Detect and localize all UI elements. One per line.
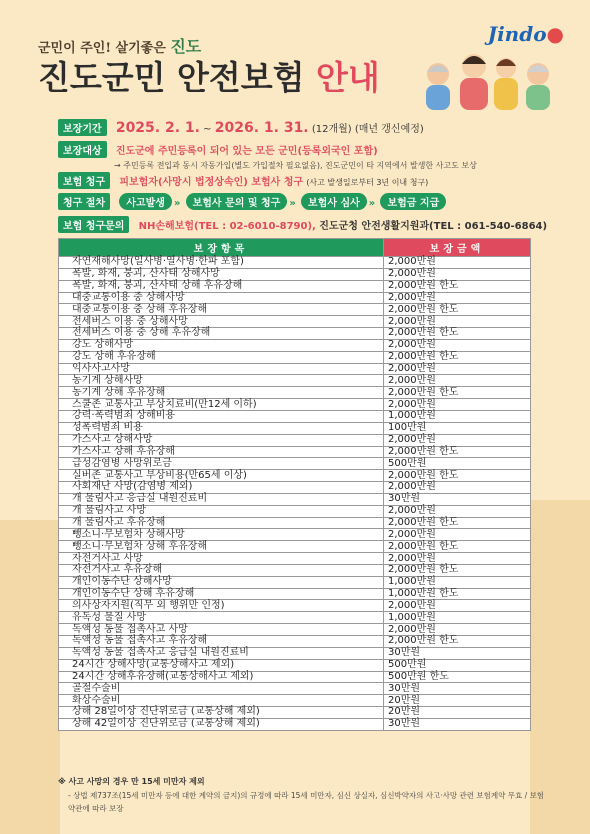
coverage-amount: 2,000만원 한도 <box>384 564 531 576</box>
coverage-amount: 2,000만원 <box>384 434 531 446</box>
coverage-amount: 1,000만원 <box>384 576 531 588</box>
coverage-amount: 2,000만원 한도 <box>384 351 531 363</box>
coverage-amount: 30만원 <box>384 683 531 695</box>
coverage-amount: 2,000만원 <box>384 399 531 411</box>
table-row <box>59 718 531 730</box>
building-shape <box>530 500 590 834</box>
coverage-item: 농기계 상해 후유장해 <box>59 387 384 399</box>
table-row <box>59 316 531 328</box>
table-row <box>59 470 531 482</box>
contact-row: 보험 청구문의 NH손해보험(TEL : 02-6010-8790), 진도군청 안전생활지원과(TEL : 061-540-6864) <box>58 216 558 233</box>
coverage-amount: 2,000만원 <box>384 316 531 328</box>
table-row <box>59 588 531 600</box>
step-2: 보험사 문의 및 청구 <box>186 193 288 210</box>
table-row <box>59 624 531 636</box>
table-row <box>59 351 531 363</box>
coverage-amount: 1,000만원 <box>384 410 531 422</box>
table-row <box>59 482 531 494</box>
coverage-item: 사회재난 사망(감염병 제외) <box>59 482 384 494</box>
coverage-item: 강력·폭력범죄 상해비용 <box>59 410 384 422</box>
coverage-amount: 2,000만원 <box>384 339 531 351</box>
period-row: 보장기간 2025. 2. 1. ~ 2026. 1. 31. (12개월) (매년 갱신예정) <box>58 119 558 136</box>
coverage-item: 전세버스 이용 중 상해사망 <box>59 316 384 328</box>
claim-label: 보험 청구 <box>58 172 110 189</box>
coverage-item: 의사상자지원(직무 외 행위만 인정) <box>59 600 384 612</box>
table-row <box>59 576 531 588</box>
target-label: 보장대상 <box>58 141 107 158</box>
page-title: 진도군민 안전보험 안내 <box>38 58 380 97</box>
coverage-amount: 2,000만원 한도 <box>384 446 531 458</box>
coverage-amount: 20만원 <box>384 707 531 719</box>
coverage-amount: 1,000만원 한도 <box>384 588 531 600</box>
coverage-amount: 2,000만원 <box>384 553 531 565</box>
table-row <box>59 304 531 316</box>
table-row <box>59 363 531 375</box>
coverage-item: 뺑소니·무보험차 상해사망 <box>59 529 384 541</box>
col-amount-header: 보장금액 <box>384 239 531 257</box>
coverage-amount: 100만원 <box>384 422 531 434</box>
table-row <box>59 683 531 695</box>
table-row <box>59 328 531 340</box>
coverage-item: 익사사고사망 <box>59 363 384 375</box>
coverage-amount: 2,000만원 <box>384 268 531 280</box>
table-row <box>59 612 531 624</box>
coverage-amount: 2,000만원 한도 <box>384 636 531 648</box>
step-3: 보험사 심사 <box>301 193 367 210</box>
coverage-amount: 2,000만원 <box>384 292 531 304</box>
coverage-item: 독액성 동물 접촉사고 후유장해 <box>59 636 384 648</box>
table-row <box>59 671 531 683</box>
coverage-item: 뺑소니·무보험차 상해 후유장해 <box>59 541 384 553</box>
coverage-item: 개인이동수단 상해 후유장해 <box>59 588 384 600</box>
coverage-item: 대중교통이용 중 상해 후유장해 <box>59 304 384 316</box>
coverage-table <box>58 238 531 731</box>
table-row <box>59 458 531 470</box>
family-illustration <box>416 40 566 110</box>
coverage-amount: 30만원 <box>384 647 531 659</box>
coverage-amount: 2,000만원 <box>384 624 531 636</box>
slogan: 군민이 주인! 살기좋은 진도 <box>38 37 202 56</box>
coverage-item: 가스사고 상해사망 <box>59 434 384 446</box>
coverage-amount: 2,000만원 한도 <box>384 517 531 529</box>
coverage-item: 개 물림사고 응급실 내원진료비 <box>59 493 384 505</box>
coverage-item: 독액성 동물 접촉사고 응급실 내원진료비 <box>59 647 384 659</box>
coverage-amount: 2,000만원 한도 <box>384 387 531 399</box>
footnote: ※ 사고 사망의 경우 만 15세 미만자 제외 <box>58 777 205 786</box>
period-label: 보장기간 <box>58 119 107 136</box>
table-row <box>59 564 531 576</box>
coverage-item: 골절수술비 <box>59 683 384 695</box>
table-row <box>59 695 531 707</box>
step-1: 사고발생 <box>119 193 172 210</box>
table-row <box>59 387 531 399</box>
coverage-amount: 2,000만원 <box>384 529 531 541</box>
coverage-amount: 2,000만원 <box>384 363 531 375</box>
coverage-amount: 2,000만원 한도 <box>384 328 531 340</box>
coverage-item: 개 물림사고 후유장해 <box>59 517 384 529</box>
table-row <box>59 647 531 659</box>
coverage-amount: 30만원 <box>384 718 531 730</box>
table-row <box>59 410 531 422</box>
coverage-item: 급성감염병 사망위로금 <box>59 458 384 470</box>
table-row <box>59 257 531 269</box>
table-header <box>59 239 531 257</box>
table-row <box>59 493 531 505</box>
table-row <box>59 399 531 411</box>
table-row <box>59 659 531 671</box>
table-row <box>59 339 531 351</box>
coverage-amount: 2,000만원 한도 <box>384 541 531 553</box>
footnote-detail: - 상법 제737조(15세 미만자 등에 대한 계약의 금지)의 규정에 따라 15세 미만자, 심신 상실자, 심신박약자의 사고·사망 관련 보험계약 무효 / 보험 약관에 따라 보장 <box>68 791 545 813</box>
coverage-amount: 2,000만원 한도 <box>384 470 531 482</box>
target-row: 보장대상 진도군에 주민등록이 되어 있는 모든 군민(등록외국인 포함) → 주민등록 전입과 동시 자동가입(별도 가입절차 필요없음), 진도군민이 타 지역에서 발생한 사고도 보상 <box>58 141 558 171</box>
coverage-amount: 2,000만원 <box>384 375 531 387</box>
table-row <box>59 707 531 719</box>
contact-label: 보험 청구문의 <box>58 216 129 233</box>
table-row <box>59 280 531 292</box>
coverage-amount: 500만원 한도 <box>384 671 531 683</box>
coverage-item: 폭발, 화재, 붕괴, 산사태 상해사망 <box>59 268 384 280</box>
col-item-header: 보장항목 <box>59 239 384 257</box>
coverage-item: 24시간 상해후유장해(교통상해사고 제외) <box>59 671 384 683</box>
claim-row: 보험 청구 피보험자(사망시 법정상속인) 보험사 청구 (사고 발생일로부터 3년 이내 청구) <box>58 172 558 189</box>
step-4: 보험금 지급 <box>380 193 446 210</box>
table-row <box>59 505 531 517</box>
coverage-item: 강도 상해 후유장해 <box>59 351 384 363</box>
coverage-amount: 2,000만원 <box>384 600 531 612</box>
coverage-item: 농기계 상해사망 <box>59 375 384 387</box>
coverage-item: 스쿨존 교통사고 부상치료비(만12세 이하) <box>59 399 384 411</box>
coverage-item: 자전거사고 사망 <box>59 553 384 565</box>
table-row <box>59 422 531 434</box>
coverage-item: 폭발, 화재, 붕괴, 산사태 상해 후유장해 <box>59 280 384 292</box>
coverage-amount: 30만원 <box>384 493 531 505</box>
building-shape <box>0 520 60 834</box>
coverage-item: 유독성 물질 사망 <box>59 612 384 624</box>
table-row <box>59 446 531 458</box>
coverage-amount: 2,000만원 <box>384 257 531 269</box>
table-row <box>59 636 531 648</box>
table-row <box>59 268 531 280</box>
coverage-amount: 2,000만원 <box>384 482 531 494</box>
coverage-item: 실버존 교통사고 부상비용(만65세 이상) <box>59 470 384 482</box>
table-row <box>59 529 531 541</box>
coverage-amount: 500만원 <box>384 458 531 470</box>
target-sub: → 주민등록 전입과 동시 자동가입(별도 가입절차 필요없음), 진도군민이 타 지역에서 발생한 사고도 보상 <box>114 161 477 170</box>
coverage-amount: 2,000만원 한도 <box>384 280 531 292</box>
process-label: 청구 절차 <box>58 193 110 210</box>
coverage-item: 자전거사고 후유장해 <box>59 564 384 576</box>
coverage-item: 상해 42일이상 진단위로금 (교통상해 제외) <box>59 718 384 730</box>
table-row <box>59 553 531 565</box>
coverage-amount: 20만원 <box>384 695 531 707</box>
coverage-item: 개 물림사고 사망 <box>59 505 384 517</box>
coverage-amount: 2,000만원 <box>384 505 531 517</box>
coverage-amount: 500만원 <box>384 659 531 671</box>
coverage-item: 자연재해사망(일사병·열사병·한파 포함) <box>59 257 384 269</box>
coverage-item: 개인이동수단 상해사망 <box>59 576 384 588</box>
table-row <box>59 292 531 304</box>
table-row <box>59 600 531 612</box>
coverage-item: 상해 28일이상 진단위로금 (교통상해 제외) <box>59 707 384 719</box>
table-row <box>59 434 531 446</box>
jindo-logo: Jindo● <box>487 22 564 46</box>
table-row <box>59 375 531 387</box>
coverage-item: 대중교통이용 중 상해사망 <box>59 292 384 304</box>
table-row <box>59 517 531 529</box>
coverage-item: 화상수술비 <box>59 695 384 707</box>
table-row <box>59 541 531 553</box>
coverage-amount: 2,000만원 한도 <box>384 304 531 316</box>
coverage-item: 24시간 상해사망(교통상해사고 제외) <box>59 659 384 671</box>
coverage-item: 강도 상해사망 <box>59 339 384 351</box>
coverage-item: 가스사고 상해 후유장해 <box>59 446 384 458</box>
coverage-item: 독액성 동물 접촉사고 사망 <box>59 624 384 636</box>
coverage-item: 전세버스 이용 중 상해 후유장해 <box>59 328 384 340</box>
process-row: 청구 절차 사고발생 » 보험사 문의 및 청구 » 보험사 심사 » 보험금 지급 <box>58 193 558 210</box>
coverage-item: 성폭력범죄 비용 <box>59 422 384 434</box>
coverage-amount: 1,000만원 <box>384 612 531 624</box>
